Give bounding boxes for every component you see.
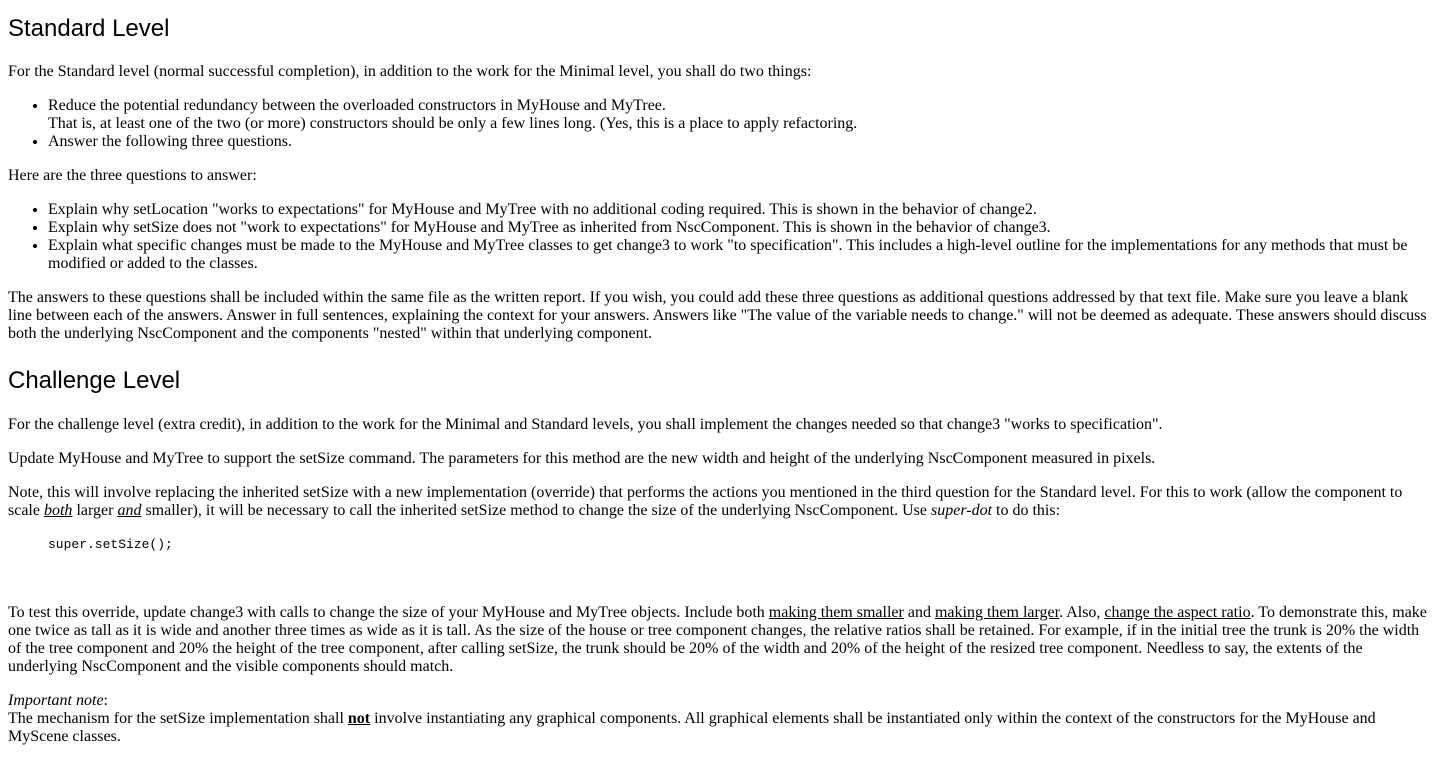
list-item: • Answer the following three questions.: [48, 133, 1432, 151]
answers-paragraph: The answers to these questions shall be included within the same file as the written report. If you wish, you could add these three questions as additional questions addressed by that text file. Make sure you leave a blank line between each of the answers. Answer in full sentences, explaining the context for your answers. Answers like "The value of the variable needs to change." will not be deemed as adequate. These answers should discuss both the underlying NscComponent and the components "nested" within that underlying component.: [8, 289, 1427, 342]
link-making-them-smaller[interactable]: making them smaller: [768, 604, 904, 621]
link-making-them-larger[interactable]: making them larger: [934, 604, 1060, 621]
task-one-line1: Reduce the potential redundancy between the overloaded constructors in MyHouse and MyTree.: [48, 97, 666, 114]
question-item: • Explain why setLocation "works to expectations" for MyHouse and MyTree with no additional coding required. This is shown in the behavior of change2.: [48, 201, 1432, 219]
override-paragraph: [8, 484, 1432, 520]
override-text-d: to do this:: [992, 502, 1061, 519]
note-text-b: involve instantiating any graphical components. All graphical elements shall be instantiated only within the context of the constructors for the MyHouse and MyScene classes.: [8, 710, 1376, 745]
setsize-paragraph: Update MyHouse and MyTree to support the setSize command. The parameters for this method are the new width and height of the underlying NscComponent measured in pixels.: [8, 450, 1156, 467]
important-note-label: Important note: [8, 692, 104, 709]
list-item: [48, 97, 1432, 133]
emphasis-super-dot: super-dot: [931, 502, 993, 519]
note-text-a: The mechanism for the setSize implementation shall: [8, 710, 348, 727]
question-item: • Explain why setSize does not "work to expectations" for MyHouse and MyTree as inherited from NscComponent. This is shown in the behavior of change3.: [48, 219, 1432, 237]
important-note: [8, 692, 1432, 746]
test-text-d: . To demonstrate this, make one twice as tall as it is wide and another three times as wide as it is tall. As the size of the house or tree component changes, the relative ratios shall be retained. For example, if in the initial tree the trunk is 20% the width of the tree component and 20% the height of the tree component, after calling setSize, the trunk should be 20% of the width and 20% of the height of the resized tree component. Needless to say, the extents of the underlying NscComponent and the visible components should match.: [8, 604, 1427, 675]
test-paragraph: [8, 604, 1432, 676]
test-text-c: . Also,: [1059, 604, 1105, 621]
challenge-intro: For the challenge level (extra credit), in addition to the work for the Minimal and Standard levels, you shall implement the changes needed so that change3 "works to specification".: [8, 416, 1163, 433]
questions-list: [8, 201, 1432, 273]
task-one-line2: That is, at least one of the two (or more) constructors should be only a few lines long. (Yes, this is a place to apply refactoring.: [48, 115, 858, 132]
test-text-b: and: [903, 604, 935, 621]
questions-intro: Here are the three questions to answer:: [8, 167, 257, 184]
standard-intro: For the Standard level (normal successful completion), in addition to the work for the Minimal level, you shall do two things:: [8, 63, 812, 80]
override-text-c: smaller), it will be necessary to call the inherited setSize method to change the size of the underlying NscComponent. Use: [141, 502, 932, 519]
important-note-colon: :: [103, 692, 108, 709]
code-sample: super.setSize();: [48, 537, 173, 552]
question-item: • Explain what specific changes must be made to the MyHouse and MyTree classes to get change3 to work "to specification". This includes a high-level outline for the implementations for any methods that must be modified or added to the classes.: [48, 237, 1432, 273]
emphasis-and: and: [117, 502, 142, 519]
emphasis-both: both: [43, 502, 73, 519]
standard-task-list: [8, 97, 1432, 151]
challenge-level-heading: Challenge Level: [8, 367, 181, 394]
emphasis-not: not: [347, 710, 371, 727]
override-text-b: larger: [72, 502, 118, 519]
standard-level-heading: Standard Level: [8, 15, 170, 42]
override-text-a: Note, this will involve replacing the inherited setSize with a new implementation (override) that performs the actions you mentioned in the third question for the Standard level. For this to work (allow the component to scale: [8, 484, 1403, 519]
test-text-a: To test this override, update change3 with calls to change the size of your MyHouse and MyTree objects. Include both: [8, 604, 769, 621]
link-change-aspect-ratio[interactable]: change the aspect ratio: [1104, 604, 1251, 621]
